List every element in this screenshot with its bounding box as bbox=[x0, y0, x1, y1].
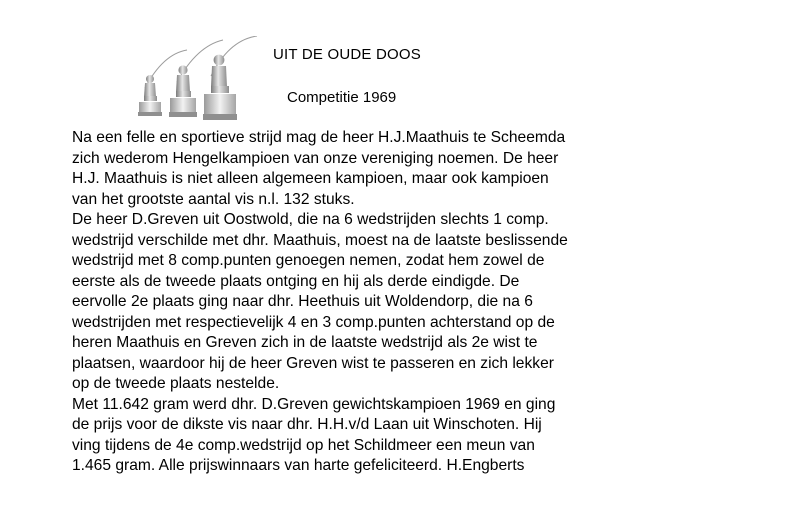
article-line: ving tijdens de 4e comp.wedstrijd op het Schildmeer een meun van bbox=[72, 436, 535, 454]
article-line: De heer D.Greven uit Oostwold, die na 6 wedstrijden slechts 1 comp. bbox=[72, 211, 549, 228]
article-line: zich wederom Hengelkampioen van onze vereniging noemen. De heer bbox=[72, 149, 559, 167]
article-line: eervolle 2e plaats ging naar dhr. Heethuis uit Woldendorp, die na 6 bbox=[72, 293, 533, 310]
page-title: UIT DE OUDE DOOS bbox=[273, 46, 421, 63]
article-line: wedstrijd verschilde met dhr. Maathuis, moest na de laatste beslissende bbox=[72, 231, 568, 249]
article-line: van het grootste aantal vis n.l. 132 stuks. bbox=[72, 190, 355, 208]
article-line: wedstrijd met 8 comp.punten genoegen nemen, zodat hem zowel de bbox=[72, 252, 545, 269]
article-line: eerste als de tweede plaats ontging en hij als derde eindigde. De bbox=[72, 272, 520, 290]
article-line: Na een felle en sportieve strijd mag de heer H.J.Maathuis te Scheemda bbox=[72, 129, 566, 146]
article-line: plaatsen, waardoor hij de heer Greven wist te passeren en zich lekker bbox=[72, 354, 554, 372]
fishing-trophies-icon bbox=[133, 36, 263, 126]
trophy-large bbox=[203, 36, 257, 120]
article-line: de prijs voor de dikste vis naar dhr. H.H.v/d Laan uit Winschoten. Hij bbox=[72, 416, 542, 433]
page-subtitle: Competitie 1969 bbox=[287, 89, 397, 106]
article-body bbox=[72, 128, 632, 477]
article-line: H.J. Maathuis is niet alleen algemeen kampioen, maar ook kampioen bbox=[72, 170, 549, 187]
article-line: wedstrijden met respectievelijk 4 en 3 comp.punten achterstand op de bbox=[72, 313, 555, 331]
article-line: 1.465 gram. Alle prijswinnaars van harte gefeliciteerd. H.Engberts bbox=[72, 457, 525, 474]
article-line: op de tweede plaats nestelde. bbox=[72, 375, 280, 392]
article-line: heren Maathuis en Greven zich in de laatste wedstrijd als 2e wist te bbox=[72, 334, 538, 351]
article-line: Met 11.642 gram werd dhr. D.Greven gewichtskampioen 1969 en ging bbox=[72, 395, 556, 413]
